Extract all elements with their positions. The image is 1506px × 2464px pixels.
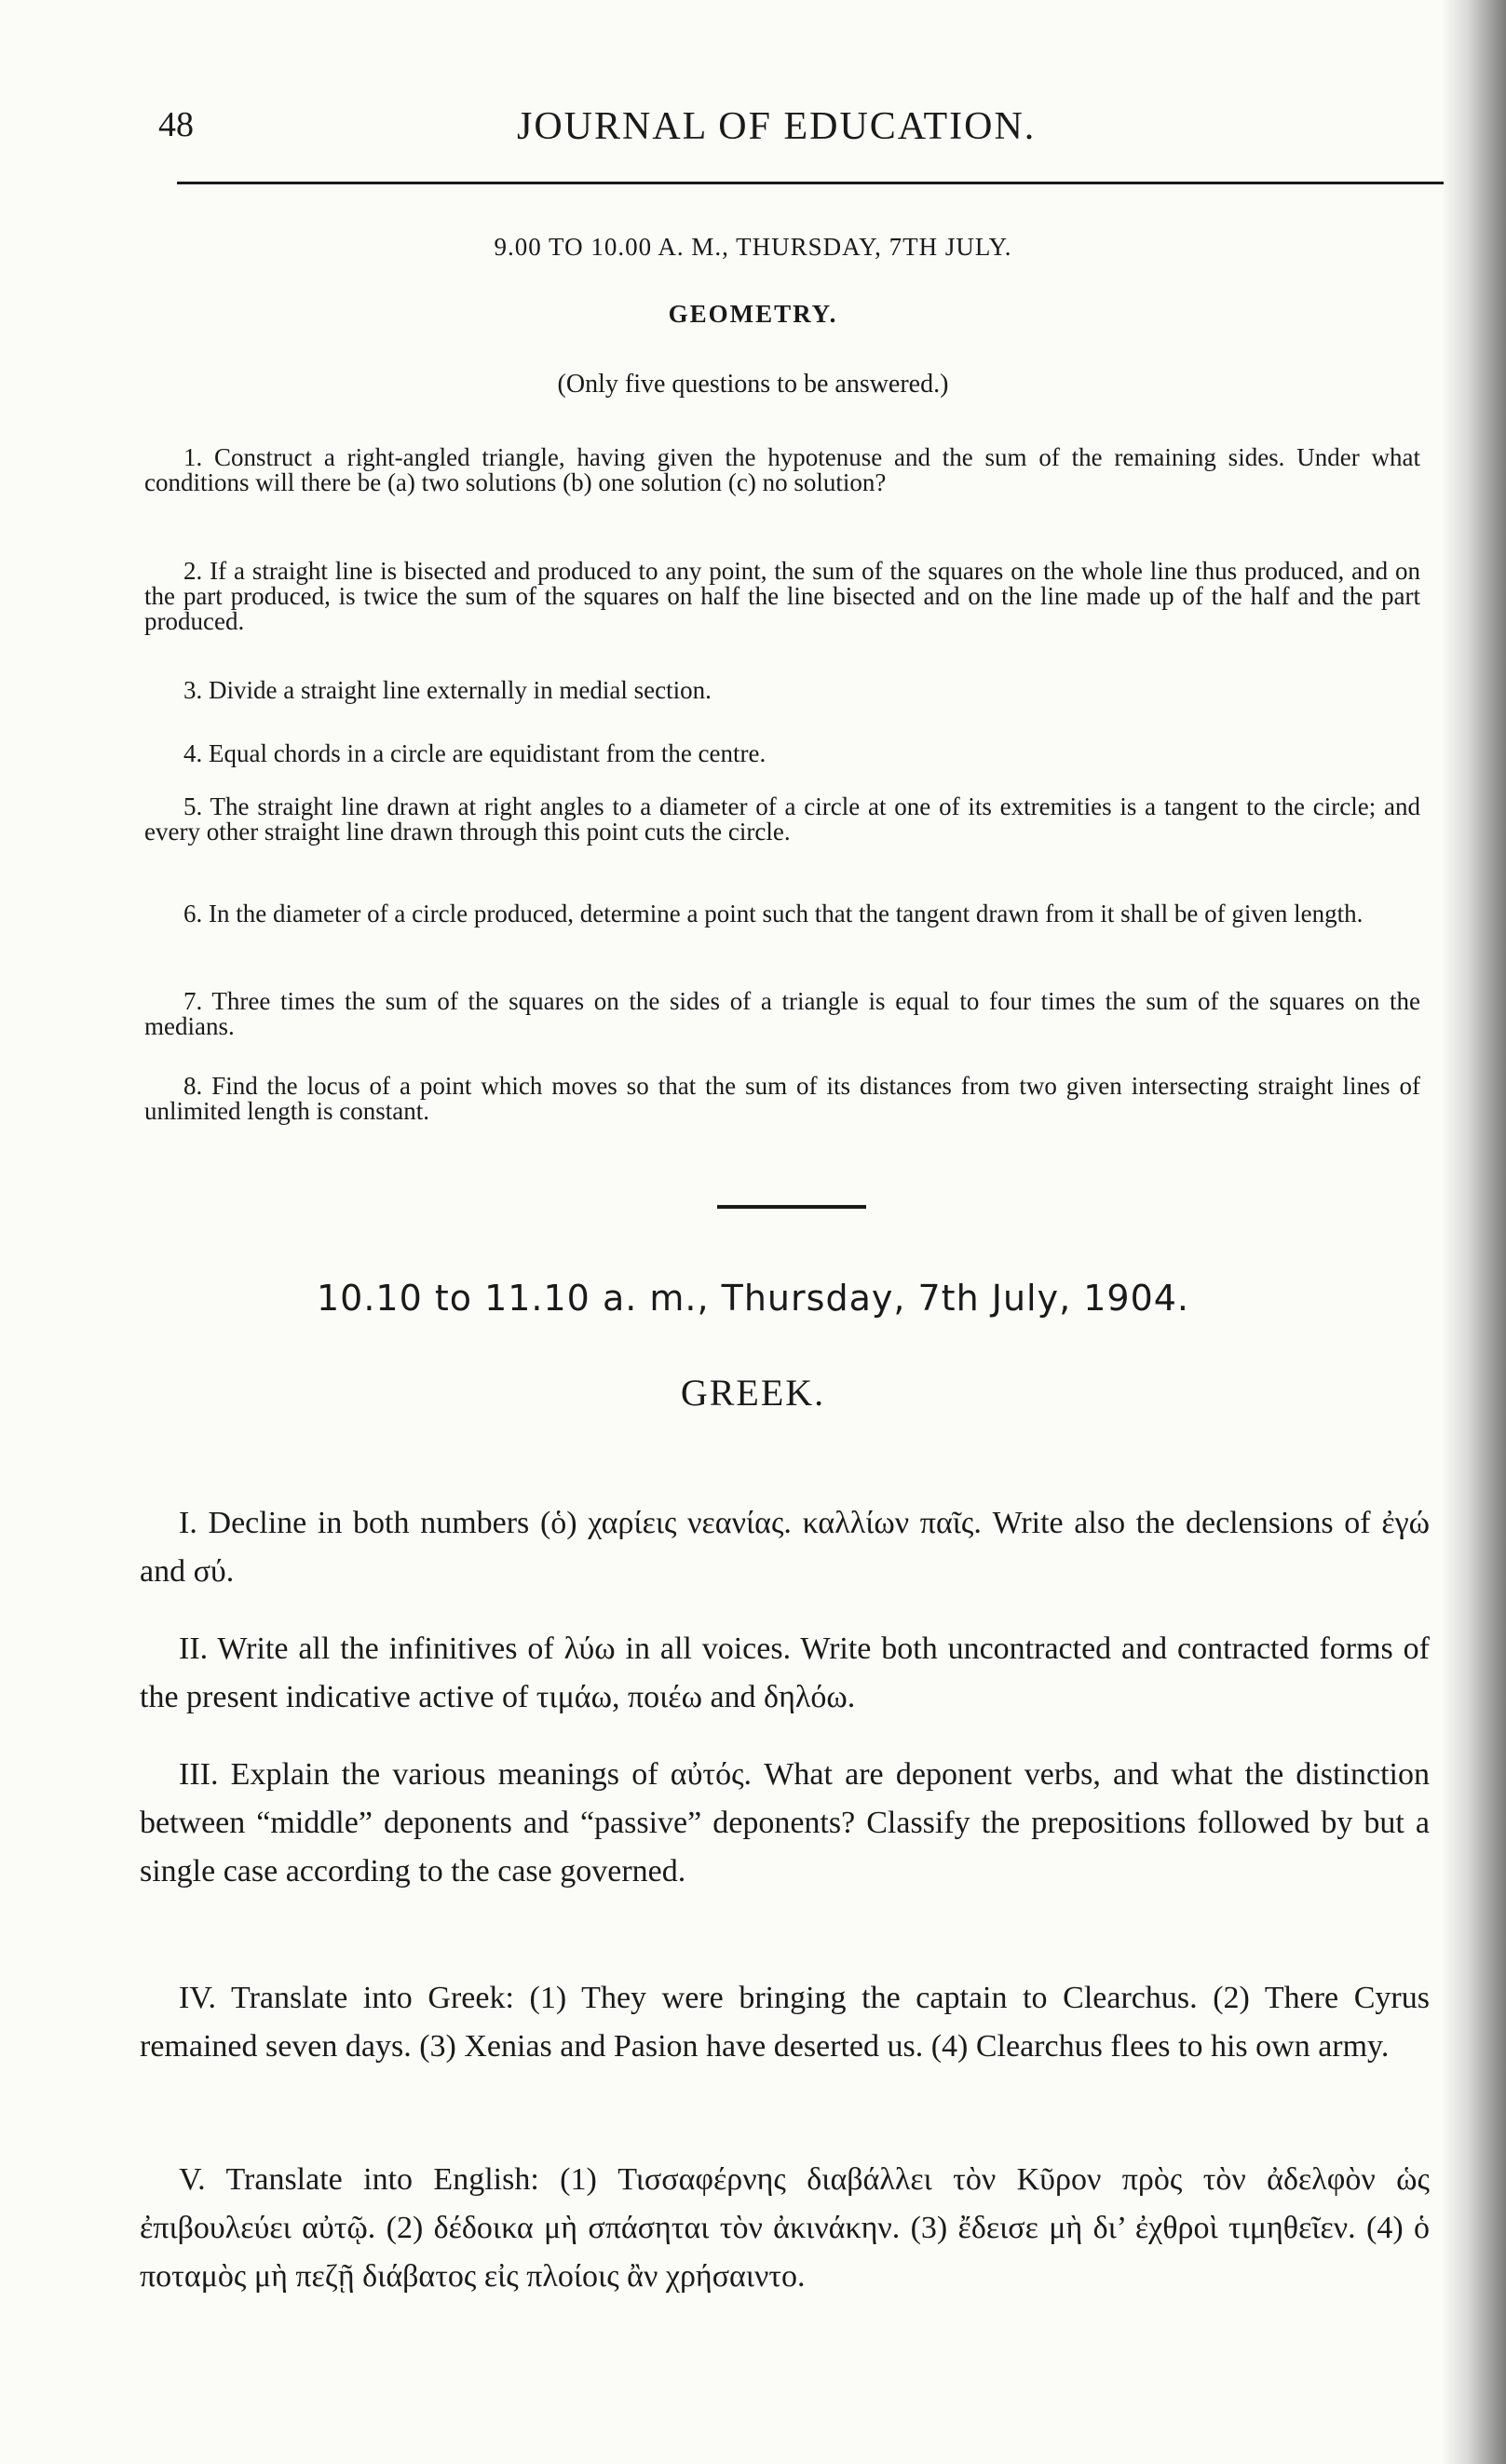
greek-question-2: II. Write all the infinitives of λύω in all voices. Write both uncontracted and contracted forms of the present indicative active of τιμάω, ποιέω and δηλόω. xyxy=(140,1631,1430,1714)
section-divider xyxy=(717,1205,866,1209)
geometry-schedule: 9.00 TO 10.00 A. M., THURSDAY, 7TH JULY. xyxy=(494,233,1012,261)
geometry-question-6: 6. In the diameter of a circle produced, determine a point such that the tangent drawn from it shall be of given length. xyxy=(183,900,1364,927)
page-header xyxy=(149,104,1434,169)
geometry-question-1: 1. Construct a right-angled triangle, having given the hypotenuse and the sum of the remaining sides. Under what conditions will there be (a) two solutions (b) one solution (c) no solution? xyxy=(144,443,1420,496)
geometry-question-3: 3. Divide a straight line externally in medial section. xyxy=(183,676,712,704)
greek-question-5: V. Translate into English: (1) Τισσαφέρνης διαβάλλει τὸν Κῦρον πρὸς τὸν ἀδελφὸν ὡς ἐπιβουλεύει αὐτῷ. (2) δέδοικα μὴ σπάσηται τὸν ἀκινάκην. (3) ἔδεισε μὴ δι’ ἐχθροὶ τιμηθεῖεν. (4) ὁ ποταμὸς μὴ πεζῇ διάβατος εἰς πλοίοις ἂν χρήσαιντο. xyxy=(140,2162,1430,2294)
geometry-question-7: 7. Three times the sum of the squares on the sides of a triangle is equal to four times the sum of the squares on the medians. xyxy=(144,987,1420,1040)
geometry-question-2: 2. If a straight line is bisected and produced to any point, the sum of the squares on the whole line thus produced, and on the part produced, is twice the sum of the squares on half the line bisected and on the line made up of the half and the part produced. xyxy=(144,557,1420,635)
page-number: 48 xyxy=(158,105,194,144)
greek-question-4: IV. Translate into Greek: (1) They were bringing the captain to Clearchus. (2) There Cyrus remained seven days. (3) Xenias and Pasion have deserted us. (4) Clearchus flees to his own army. xyxy=(140,1981,1430,2064)
geometry-instruction: (Only five questions to be answered.) xyxy=(557,370,949,399)
geometry-question-5: 5. The straight line drawn at right angles to a diameter of a circle at one of its extremities is a tangent to the circle; and every other straight line drawn through this point cuts the circle. xyxy=(144,792,1420,846)
greek-title: GREEK. xyxy=(680,1372,826,1414)
geometry-title: GEOMETRY. xyxy=(668,300,838,328)
journal-title: JOURNAL OF EDUCATION. xyxy=(517,105,1037,148)
greek-schedule: 10.10 to 11.10 a. m., Thursday, 7th July, 1904. xyxy=(316,1278,1190,1319)
greek-question-3: III. Explain the various meanings of αὐτός. What are deponent verbs, and what the distinction between “middle” deponents and “passive” deponents? Classify the prepositions followed by but a single case according to the case governed. xyxy=(140,1757,1430,1889)
geometry-question-8: 8. Find the locus of a point which moves so that the sum of its distances from two given intersecting straight lines of unlimited length is constant. xyxy=(144,1072,1420,1125)
header-rule xyxy=(177,182,1444,184)
greek-question-1: I. Decline in both numbers (ὁ) χαρίεις νεανίας. καλλίων παῖς. Write also the declensions of ἐγώ and σύ. xyxy=(140,1506,1430,1589)
geometry-question-4: 4. Equal chords in a circle are equidistant from the centre. xyxy=(183,739,767,767)
